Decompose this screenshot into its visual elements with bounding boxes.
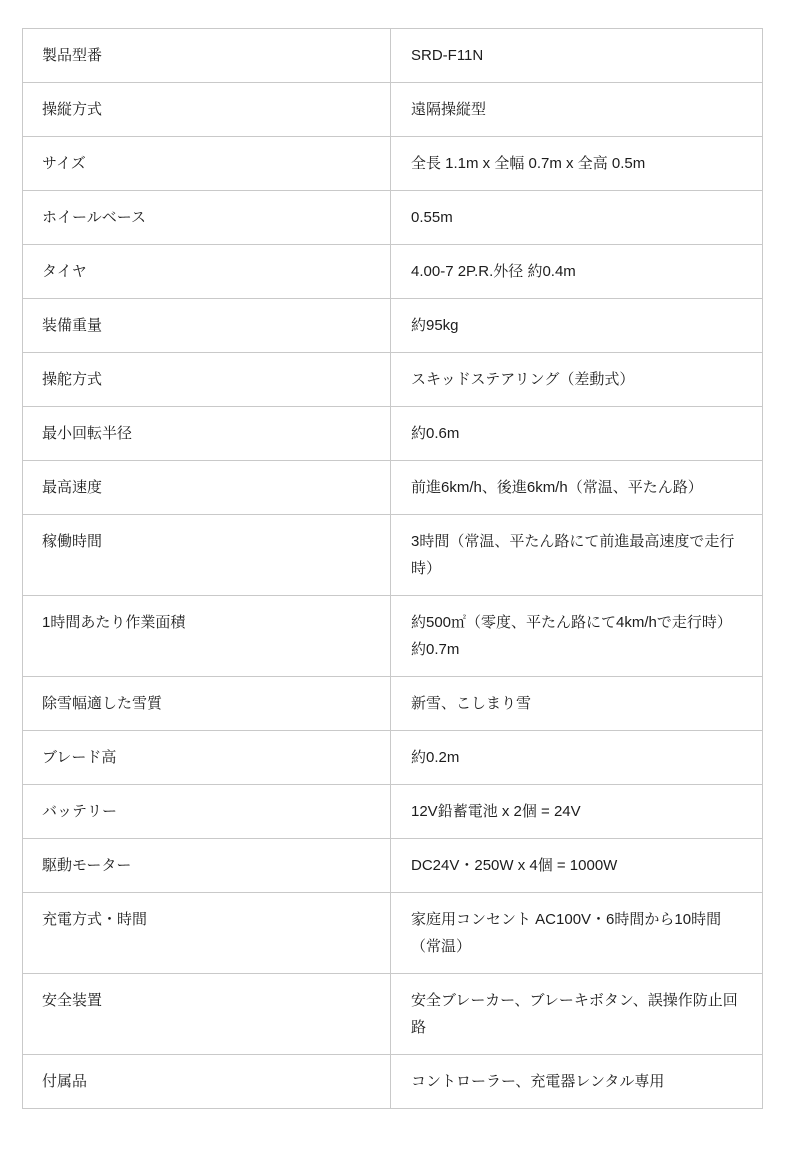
spec-label: 最高速度 [23,461,391,515]
table-row [23,191,763,245]
spec-label: 操舵方式 [23,353,391,407]
table-row [23,785,763,839]
spec-value: 遠隔操縦型 [391,83,763,137]
spec-label: 操縦方式 [23,83,391,137]
table-row [23,407,763,461]
spec-value: 新雪、こしまり雪 [391,677,763,731]
spec-label: ブレード高 [23,731,391,785]
table-row [23,1055,763,1109]
spec-label: 1時間あたり作業面積 [23,596,391,677]
spec-label: 装備重量 [23,299,391,353]
table-row [23,974,763,1055]
spec-label: タイヤ [23,245,391,299]
table-row [23,515,763,596]
spec-value: 4.00-7 2P.R.外径 約0.4m [391,245,763,299]
table-row [23,83,763,137]
table-row [23,29,763,83]
spec-value: DC24V・250W x 4個 = 1000W [391,839,763,893]
spec-label: 駆動モーター [23,839,391,893]
spec-value: 全長 1.1m x 全幅 0.7m x 全高 0.5m [391,137,763,191]
spec-value: 家庭用コンセント AC100V・6時間から10時間（常温） [391,893,763,974]
spec-value: 3時間（常温、平たん路にて前進最高速度で走行時） [391,515,763,596]
table-row [23,299,763,353]
spec-label: バッテリー [23,785,391,839]
spec-label: 除雪幅適した雪質 [23,677,391,731]
spec-label: 製品型番 [23,29,391,83]
spec-value: 約95kg [391,299,763,353]
table-row [23,461,763,515]
table-row [23,839,763,893]
spec-label: ホイールベース [23,191,391,245]
table-row [23,731,763,785]
spec-value: 0.55m [391,191,763,245]
table-row [23,596,763,677]
table-row [23,893,763,974]
spec-label: 最小回転半径 [23,407,391,461]
product-spec-table [22,28,763,1109]
spec-label: サイズ [23,137,391,191]
table-row [23,677,763,731]
spec-value: 約0.2m [391,731,763,785]
spec-label: 稼働時間 [23,515,391,596]
spec-label: 充電方式・時間 [23,893,391,974]
table-row [23,245,763,299]
spec-value: 安全ブレーカー、ブレーキボタン、誤操作防止回路 [391,974,763,1055]
spec-label: 付属品 [23,1055,391,1109]
spec-value: コントローラー、充電器レンタル専用 [391,1055,763,1109]
spec-table-body [23,29,763,1109]
spec-value: 約500㎡（零度、平たん路にて4km/hで走行時）約0.7m [391,596,763,677]
spec-value: スキッドステアリング（差動式） [391,353,763,407]
spec-value: 約0.6m [391,407,763,461]
spec-value: 前進6km/h、後進6km/h（常温、平たん路） [391,461,763,515]
spec-label: 安全装置 [23,974,391,1055]
table-row [23,353,763,407]
spec-value: SRD-F11N [391,29,763,83]
spec-value: 12V鉛蓄電池 x 2個 = 24V [391,785,763,839]
table-row [23,137,763,191]
